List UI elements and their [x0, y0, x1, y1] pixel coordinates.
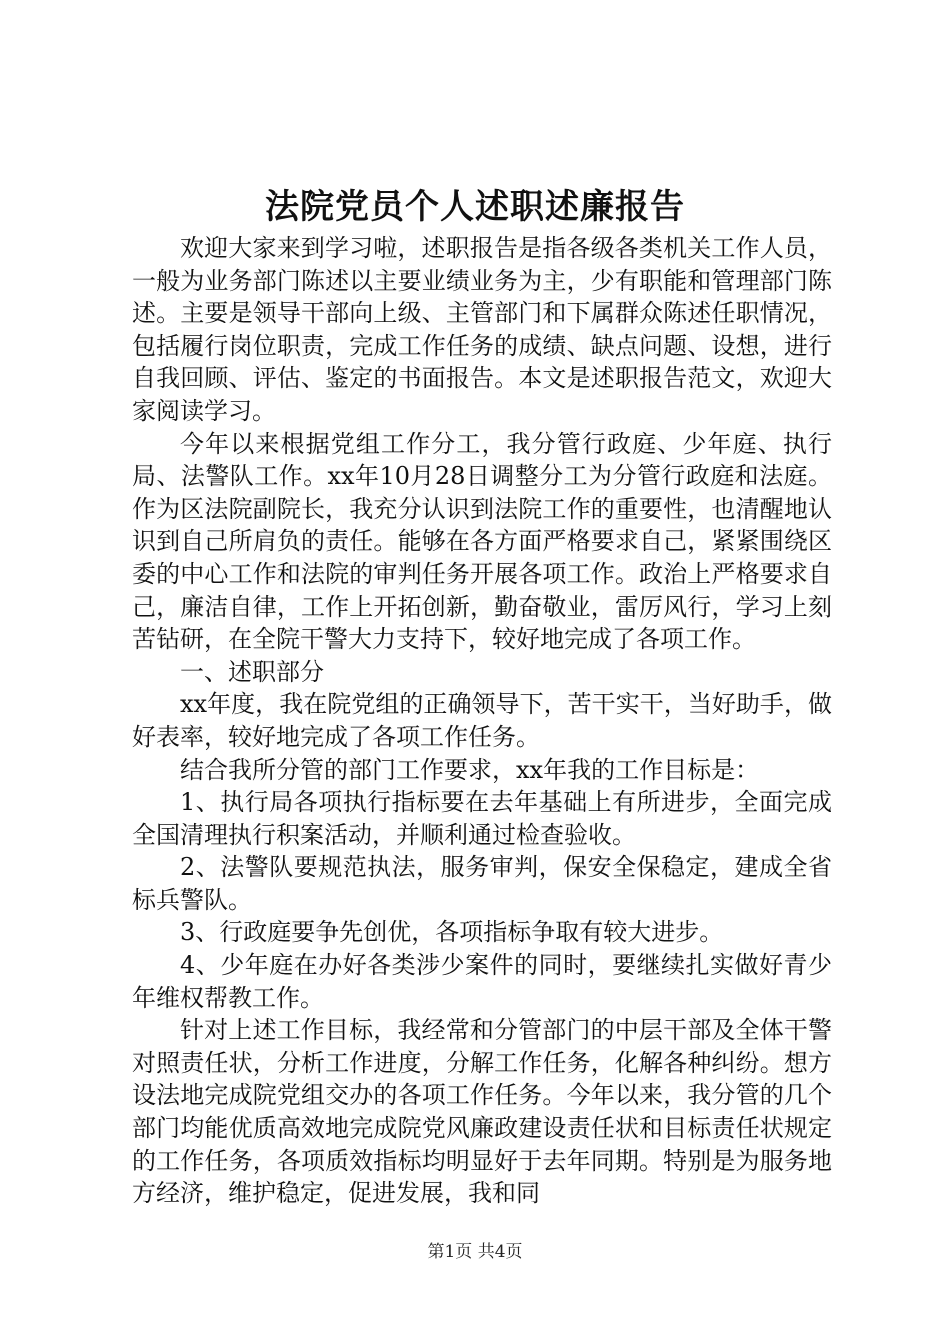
goal-item-4: 4、少年庭在办好各类涉少案件的同时，要继续扎实做好青少年维权帮教工作。 [132, 951, 832, 1012]
paragraph-intro: 欢迎大家来到学习啦，述职报告是指各级各类机关工作人员，一般为业务部门陈述以主要业绩业务为主，少有职能和管理部门陈述。主要是领导干部向上级、主管部门和下属群众陈述任职情况，包括履行岗位职责，完成工作任务的成绩、缺点问题、设想，进行自我回顾、评估、鉴定的书面报告。本文是述职报告范文，欢迎大家阅读学习。 [132, 234, 832, 425]
goal-item-1: 1、执行局各项执行指标要在去年基础上有所进步，全面完成全国清理执行积案活动，并顺利通过检查验收。 [132, 788, 832, 849]
page-number-footer: 第1页 共4页 [427, 1242, 523, 1262]
section-heading: 一、述职部分 [180, 657, 324, 686]
paragraph-goals-intro: 结合我所分管的部门工作要求，xx年我的工作目标是： [180, 755, 760, 784]
paragraph-annual: xx年度，我在院党组的正确领导下，苦干实干，当好助手，做好表率，较好地完成了各项工作任务。 [132, 690, 832, 751]
document-body [132, 232, 832, 1210]
goal-item-2: 2、法警队要规范执法，服务审判，保安全保稳定，建成全省标兵警队。 [132, 853, 832, 914]
document-title: 法院党员个人述职述廉报告 [265, 187, 685, 227]
paragraph-overview: 今年以来根据党组工作分工，我分管行政庭、少年庭、执行局、法警队工作。xx年10月28日调整分工为分管行政庭和法庭。作为区法院副院长，我充分认识到法院工作的重要性，也清醒地认识到自己所肩负的责任。能够在各方面严格要求自己，紧紧围绕区委的中心工作和法院的审判任务开展各项工作。政治上严格要求自己，廉洁自律，工作上开拓创新，勤奋敬业，雷厉风行，学习上刻苦钻研，在全院干警大力支持下，较好地完成了各项工作。 [132, 429, 832, 654]
paragraph-results: 针对上述工作目标，我经常和分管部门的中层干部及全体干警对照责任状，分析工作进度，分解工作任务，化解各种纠纷。想方设法地完成院党组交办的各项工作任务。今年以来，我分管的几个部门均能优质高效地完成院党风廉政建设责任状和目标责任状规定的工作任务，各项质效指标均明显好于去年同期。特别是为服务地方经济，维护稳定，促进发展，我和同 [132, 1016, 832, 1208]
goal-item-3: 3、行政庭要争先创优，各项指标争取有较大进步。 [180, 918, 724, 947]
